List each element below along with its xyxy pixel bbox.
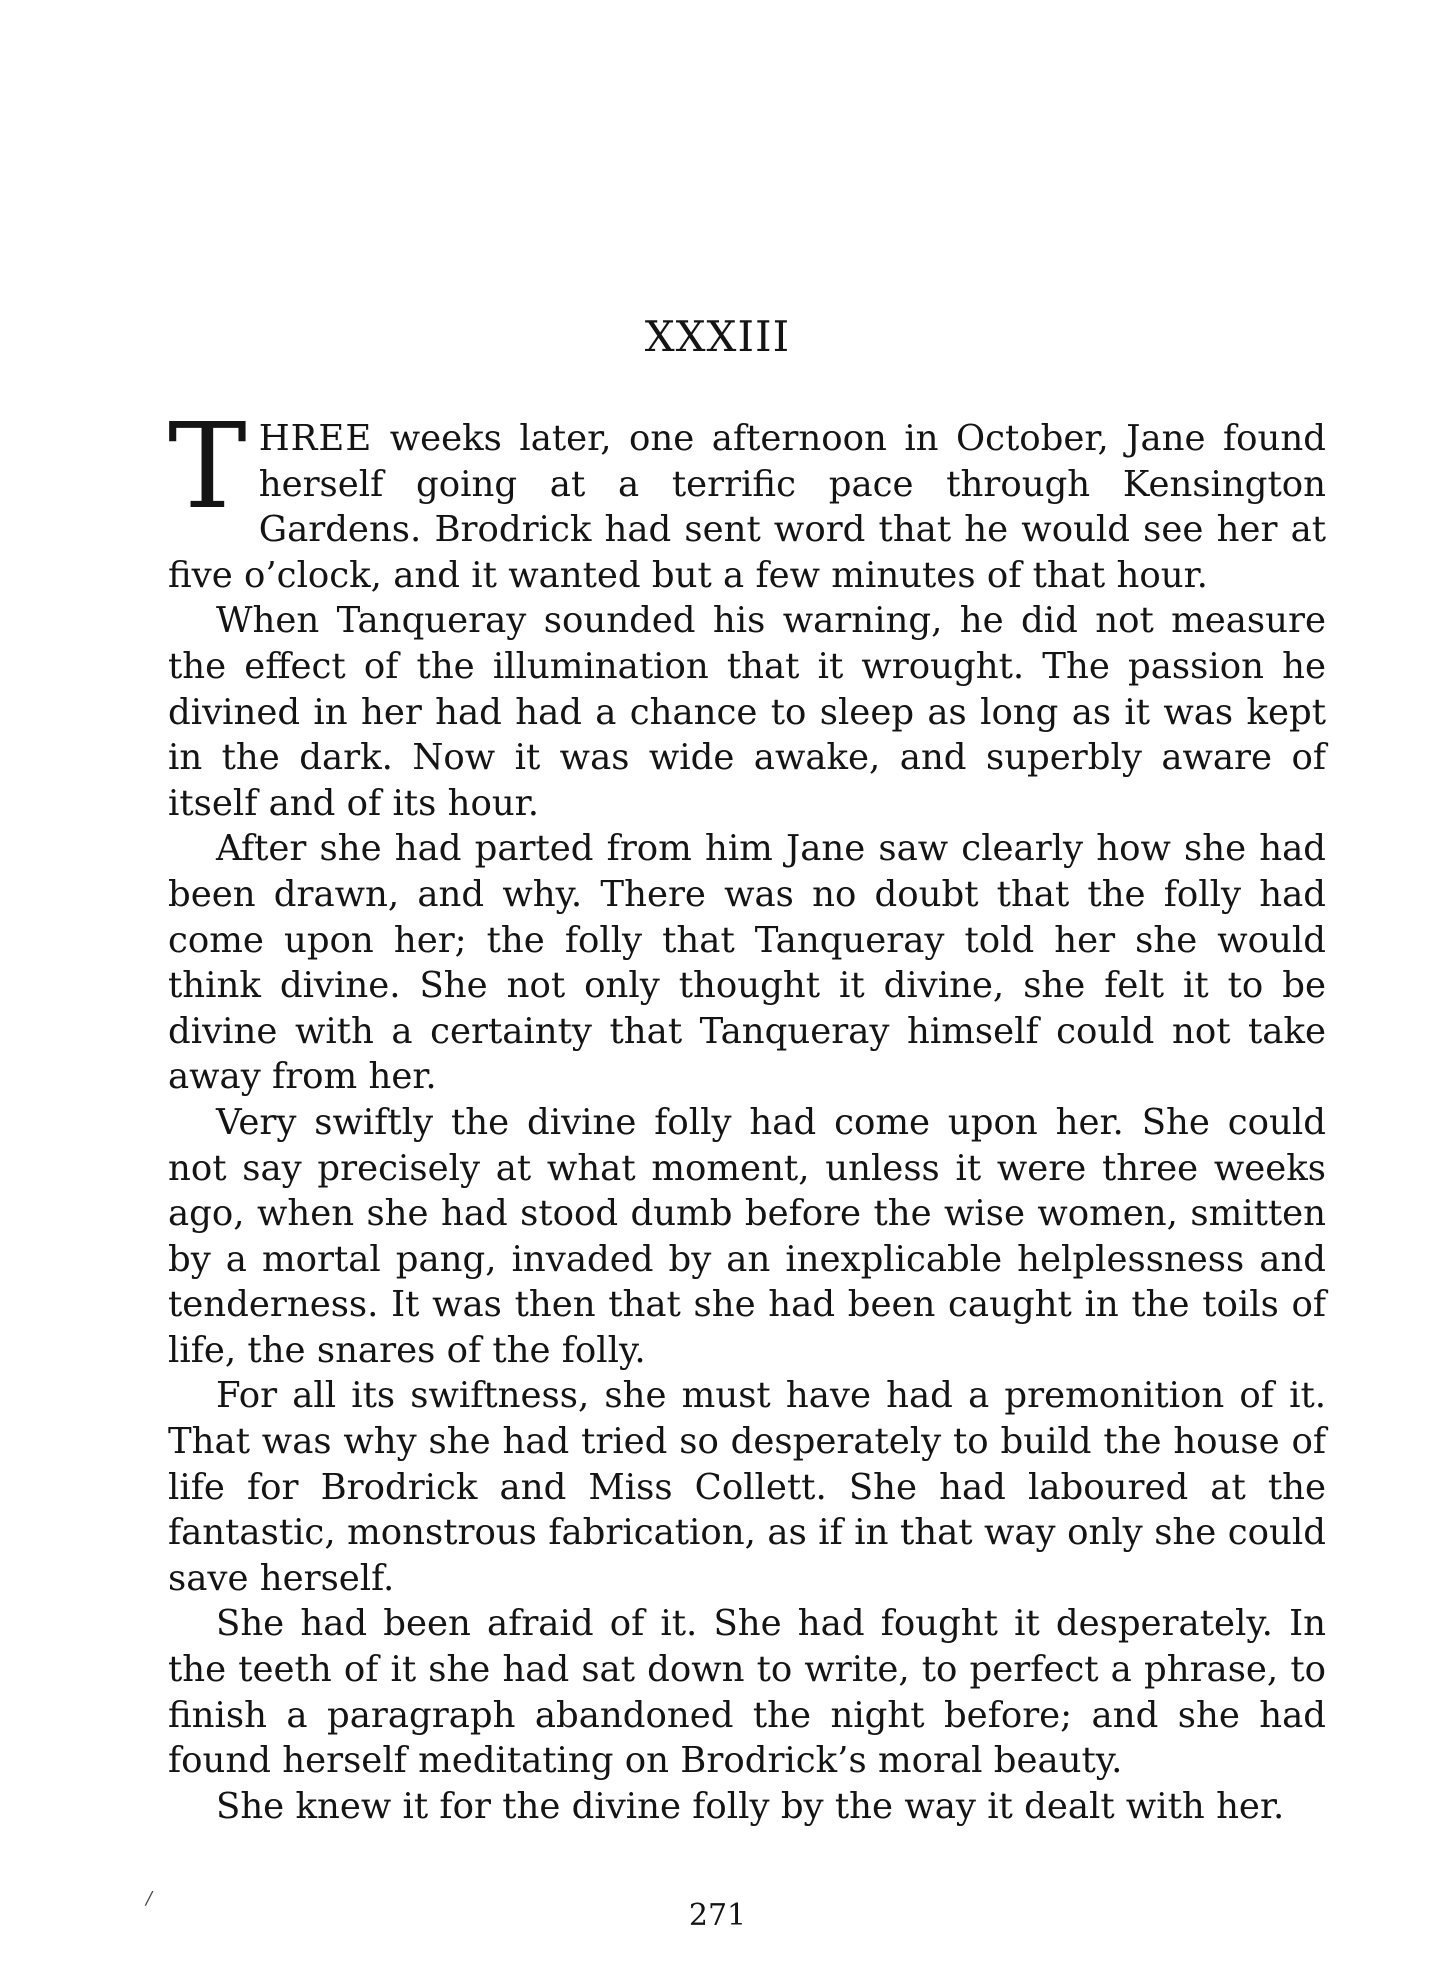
- paragraph-2: When Tanqueray sounded his warning, he did not measure the effect of the illumination that it wrought. The passion he divined in her had had a chance to sleep as long as it was kept in the dark. Now it was wide awake, and superbly aware of itself and of its hour.: [168, 600, 1326, 824]
- paragraph-3: After she had parted from him Jane saw clearly how she had been drawn, and why. There was no doubt that the folly had come upon her; the folly that Tanqueray told her she would think divine. She not only thought it divine, she felt it to be divine with a certainty that Tanqueray himself could not take away from her.: [168, 828, 1326, 1098]
- paragraph-lead: HREE: [258, 418, 373, 459]
- chapter-heading: XXXIII: [644, 312, 791, 361]
- paragraph-4: Very swiftly the divine folly had come upon her. She could not say precisely at what moment, unless it were three weeks ago, when she had stood dumb before the wise women, smitten by a mortal pang, invaded by an inexplicable helplessness and tenderness. It was then that she had been caught in the toils of life, the snares of the folly.: [168, 1101, 1326, 1371]
- drop-cap: T: [168, 397, 247, 535]
- paragraph-text: weeks later, one afternoon in October, Jane found herself going at a terrific pace through Kensington Gardens. Brodrick had sent word that he would see her at five o’clock, and it wanted but a few minutes of that hour.: [168, 418, 1326, 596]
- margin-mark: /: [146, 1888, 153, 1909]
- paragraph-5: For all its swiftness, she must have had a premonition of it. That was why she had tried so desperately to build the house of life for Brodrick and Miss Collett. She had laboured at the fantastic, monstrous fabrication, as if in that way only she could save herself.: [168, 1375, 1326, 1599]
- paragraph-1: [168, 397, 1326, 598]
- body-text: [168, 397, 1326, 1829]
- paragraph-7: She knew it for the divine folly by the way it dealt with her.: [216, 1785, 1285, 1827]
- paragraph-6: She had been afraid of it. She had fought it desperately. In the teeth of it she had sat down to write, to perfect a phrase, to finish a paragraph abandoned the night before; and she had found herself meditating on Brodrick’s moral beauty.: [168, 1603, 1326, 1782]
- page-number: 271: [688, 1898, 747, 1933]
